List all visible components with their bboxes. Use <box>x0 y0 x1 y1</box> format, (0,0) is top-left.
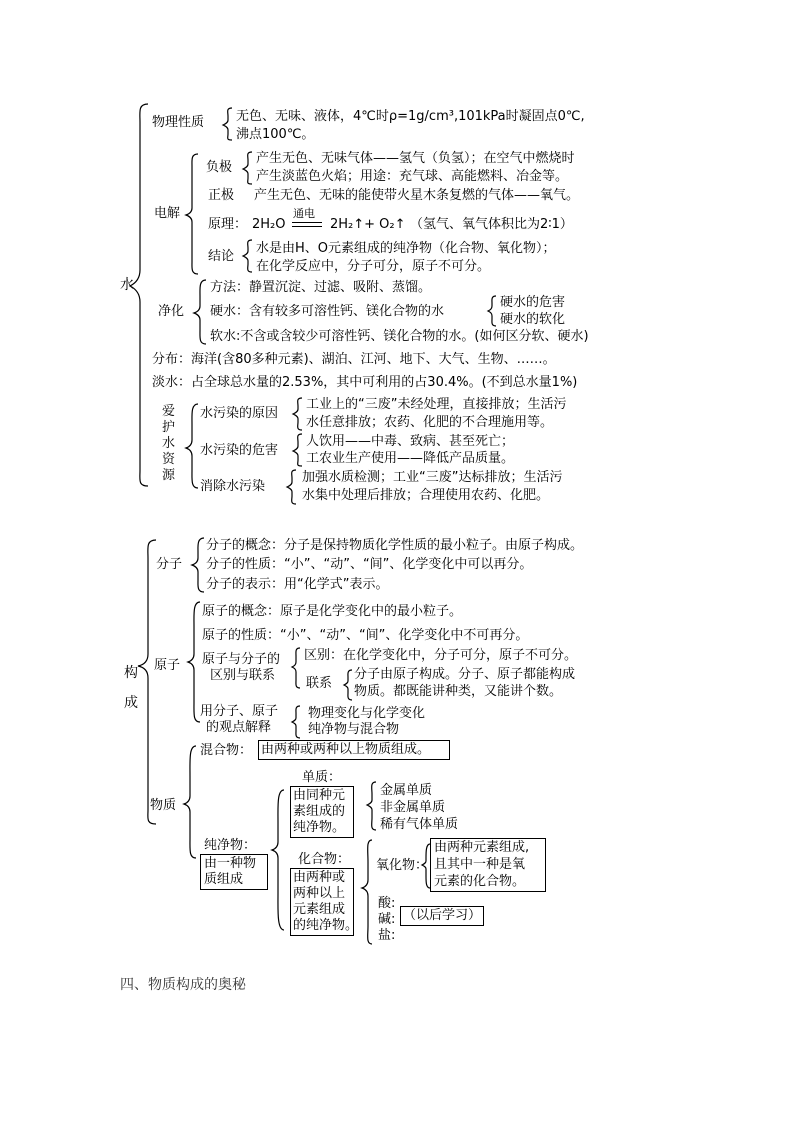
pollution-harm-line-2: 工农业生产使用——降低产品质量。 <box>306 451 515 466</box>
equation-right: 2H₂↑+ O₂↑ <box>330 217 406 232</box>
water-root-label: 水 <box>120 277 134 293</box>
pollution-cause-label: 水污染的原因 <box>200 406 279 421</box>
molecule-property: 分子的性质：“小”、“动”、“间”、化学变化中可以再分。 <box>206 557 533 572</box>
protect-water-label <box>162 404 175 484</box>
link-line-2: 物质。都既能讲种类，又能讲个数。 <box>354 684 563 699</box>
compound-definition-box <box>290 868 359 936</box>
physical-property-line-2: 沸点100℃。 <box>236 127 315 142</box>
element-type-metal: 金属单质 <box>380 783 433 798</box>
protect-char-2: 护 <box>162 420 176 435</box>
atom-property: 原子的性质：“小”、“动”、“间”、化学变化中不可再分。 <box>202 628 529 643</box>
purification-label: 净化 <box>158 304 185 319</box>
pollution-harm-label: 水污染的危害 <box>200 443 279 458</box>
pure-substance-label: 纯净物： <box>204 838 257 853</box>
equation-left: 2H₂O <box>252 217 286 232</box>
element-definition-box <box>290 786 354 838</box>
acid-label: 酸: <box>378 896 396 911</box>
later-study-box <box>400 906 484 926</box>
pure-def-line-2: 质组成 <box>204 872 244 887</box>
atom-molecule-difference: 区别：在化学变化中，分子可分，原子不可分。 <box>304 648 578 663</box>
relation-label-line-2: 区别与联系 <box>210 668 276 683</box>
conclusion-label: 结论 <box>208 249 235 264</box>
pollution-cause-line-1: 工业上的“三废”未经处理，直接排放；生活污 <box>306 397 567 412</box>
compound-def-line-1: 由两种或 <box>293 870 346 885</box>
base-label: 碱: <box>378 912 396 927</box>
link-label: 联系 <box>306 676 333 691</box>
pure-substance-definition-box <box>200 854 268 890</box>
positive-pole-text: 产生无色、无味的能使带火星木条复燃的气体——氧气。 <box>254 188 580 203</box>
mixture-label: 混合物： <box>200 743 253 758</box>
fresh-water-text: 淡水：占全球总水量的2.53%，其中可利用的占30.4%。(不到总水量1%) <box>152 375 578 390</box>
molecule-notation: 分子的表示：用“化学式”表示。 <box>206 577 389 592</box>
equation-equals-sign <box>292 222 322 227</box>
mixture-definition-box <box>258 740 450 760</box>
pure-def-line-1: 由一种物 <box>204 856 257 871</box>
protect-char-3: 水 <box>162 436 176 451</box>
physical-property-label: 物理性质 <box>152 115 205 130</box>
pollution-fix-line-2: 水集中处理后排放；合理使用农药、化肥。 <box>302 488 550 503</box>
view-label-line-2: 的观点解释 <box>206 720 272 735</box>
compound-def-line-3: 元素组成 <box>293 902 346 917</box>
molecule-concept: 分子的概念：分子是保持物质化学性质的最小粒子。由原子构成。 <box>206 538 584 553</box>
matter-root-char-2: 成 <box>124 695 138 711</box>
element-def-line-1: 由同种元 <box>293 788 346 803</box>
protect-char-1: 爱 <box>162 404 176 419</box>
element-def-line-2: 素组成的 <box>293 804 346 819</box>
oxide-label: 氧化物： <box>376 858 429 873</box>
negative-pole-line-2: 产生淡蓝色火焰；用途：充气球、高能燃料、冶金等。 <box>256 169 569 184</box>
substance-label: 物质 <box>150 798 177 813</box>
conclusion-line-2: 在化学反应中，分子可分，原子不可分。 <box>256 259 491 274</box>
equation-condition: 通电 <box>293 207 315 220</box>
view-item-pure-mixture: 纯净物与混合物 <box>308 722 400 737</box>
oxide-def-line-3: 元素的化合物。 <box>434 874 526 889</box>
pollution-harm-line-1: 人饮用——中毒、致病、甚至死亡； <box>306 434 515 449</box>
element-def-line-3: 纯净物。 <box>293 820 346 835</box>
equation-note: （氢气、氧气体积比为2∶1） <box>410 217 573 232</box>
principle-label: 原理： <box>208 217 248 232</box>
protect-char-5: 源 <box>162 468 176 483</box>
soft-water-definition: 软水:不含或含较少可溶性钙、镁化合物的水。(如何区分软、硬水) <box>210 329 589 344</box>
distribution-text: 分布：海洋(含80多种元素)、湖泊、江河、地下、大气、生物、……。 <box>152 352 556 367</box>
pollution-cause-line-2: 水任意排放；农药、化肥的不合理施用等。 <box>306 415 554 430</box>
element-type-noble-gas: 稀有气体单质 <box>380 817 459 832</box>
negative-pole-line-1: 产生无色、无味气体——氢气（负氢）；在空气中燃烧时 <box>256 151 575 166</box>
electrolysis-label: 电解 <box>154 206 181 221</box>
atom-concept: 原子的概念：原子是化学变化中的最小粒子。 <box>202 604 463 619</box>
protect-char-4: 资 <box>162 452 176 467</box>
conclusion-line-1: 水是由H、O元素组成的纯净物（化合物、氧化物）； <box>256 241 556 256</box>
purification-method: 方法：静置沉淀、过滤、吸附、蒸馏。 <box>210 280 432 295</box>
mixture-definition: 由两种或两种以上物质组成。 <box>261 742 431 757</box>
element-label: 单质： <box>302 770 342 785</box>
view-label-line-1: 用分子、原子 <box>200 704 279 719</box>
hard-water-definition: 硬水：含有较多可溶性钙、镁化合物的水 <box>210 304 445 319</box>
pollution-fix-label: 消除水污染 <box>200 479 266 494</box>
positive-pole-label: 正极 <box>208 188 235 203</box>
oxide-definition-box <box>430 838 546 892</box>
salt-label: 盐: <box>378 928 396 943</box>
section-title: 四、物质构成的奥秘 <box>120 977 246 993</box>
physical-property-line-1: 无色、无味、液体，4℃时ρ=1g/cm³,101kPa时凝固点0℃, <box>236 109 585 124</box>
later-study-text: （以后学习） <box>403 908 482 923</box>
element-type-nonmetal: 非金属单质 <box>380 800 446 815</box>
compound-def-line-2: 两种以上 <box>293 886 346 901</box>
matter-root-char-1: 构 <box>124 665 138 681</box>
oxide-def-line-2: 且其中一种是氧 <box>434 857 526 872</box>
hard-water-softening: 硬水的软化 <box>500 312 566 327</box>
molecule-label: 分子 <box>156 557 183 572</box>
relation-label-line-1: 原子与分子的 <box>202 652 281 667</box>
compound-def-line-4: 的纯净物。 <box>293 918 359 933</box>
negative-pole-label: 负极 <box>206 160 233 175</box>
oxide-def-line-1: 由两种元素组成, <box>434 840 530 855</box>
matter-root-label <box>124 658 138 718</box>
compound-label: 化合物： <box>298 852 351 867</box>
link-line-1: 分子由原子构成。分子、原子都能构成 <box>354 667 576 682</box>
hard-water-harm: 硬水的危害 <box>500 295 566 310</box>
view-item-change: 物理变化与化学变化 <box>308 706 426 721</box>
atom-label: 原子 <box>154 658 181 673</box>
pollution-fix-line-1: 加强水质检测；工业“三废”达标排放；生活污 <box>302 470 563 485</box>
